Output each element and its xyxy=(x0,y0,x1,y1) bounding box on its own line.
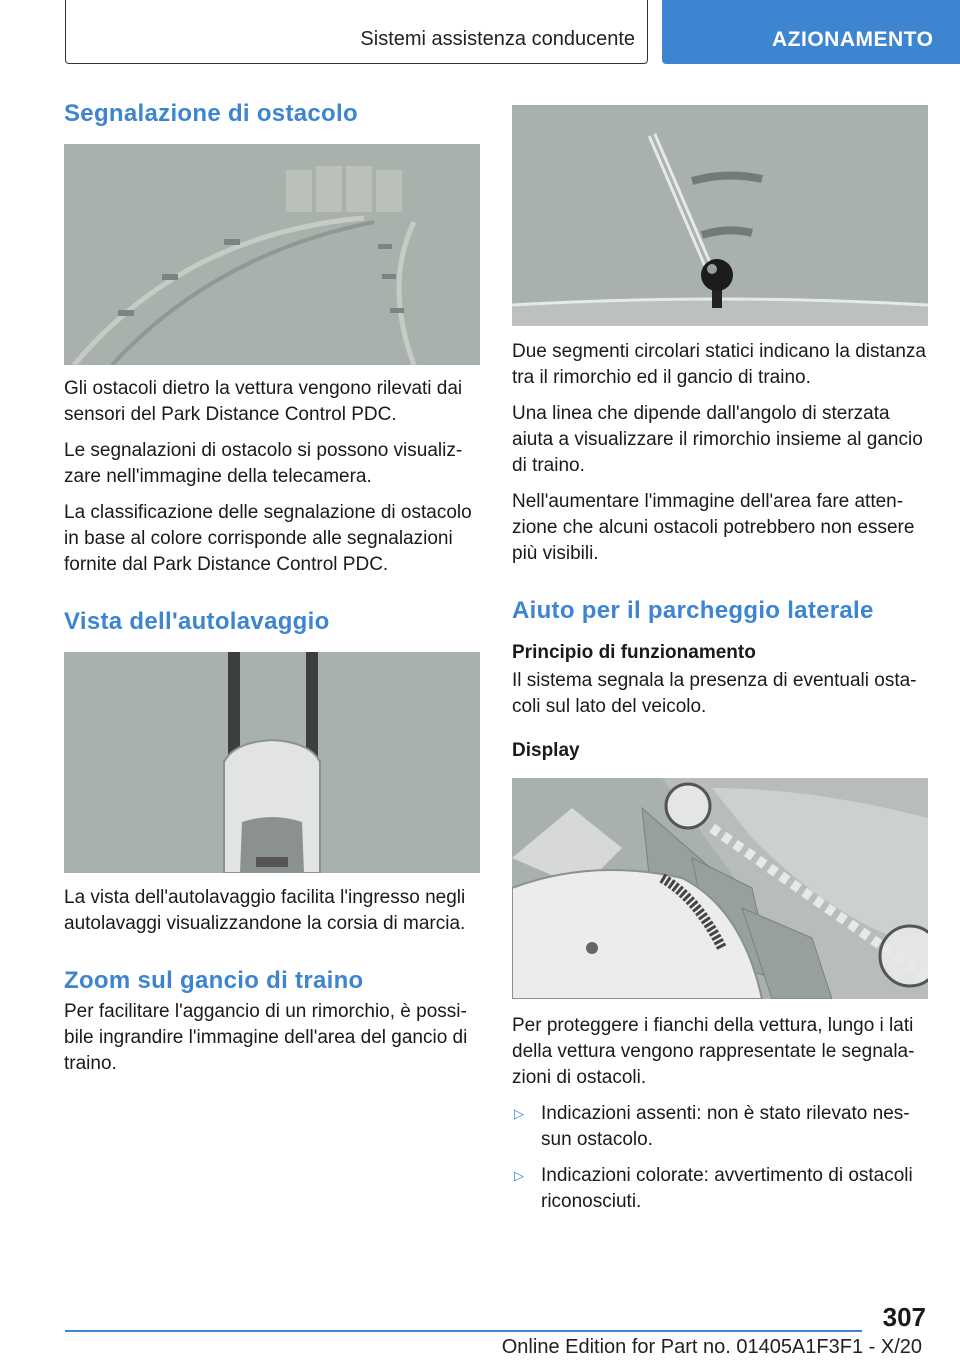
hitch-zoom-figure xyxy=(512,105,928,326)
triangle-bullet-icon: ▷ xyxy=(514,1168,524,1183)
zoom-paragraph: Per facilitare l'aggancio di un rimorchio, è possi-bile ingrandire l'immagine dell'area del gancio di traino. xyxy=(64,1001,468,1074)
header-section-tab xyxy=(65,0,648,64)
subheading-display: Display xyxy=(512,740,580,761)
list-item: ▷ Indicazioni assenti: non è stato rilevato nes-sun ostacolo. xyxy=(514,1103,910,1150)
footer-divider xyxy=(65,1330,862,1332)
section-title-carwash: Vista dell'autolavaggio xyxy=(64,608,330,635)
carwash-view-figure xyxy=(64,652,480,873)
hitch-paragraph-2: Una linea che dipende dall'angolo di sterzata aiuta a visualizzare il rimorchio insieme al gancio di traino. xyxy=(512,403,923,476)
subheading-principle: Principio di funzionamento xyxy=(512,642,756,663)
section-title-side-parking: Aiuto per il parcheggio laterale xyxy=(512,597,874,624)
header-chapter-tab xyxy=(662,0,960,64)
side-paragraph-1: Il sistema segnala la presenza di eventuali osta-coli sul lato del veicolo. xyxy=(512,670,917,717)
header-chapter-title: AZIONAMENTO xyxy=(772,28,934,51)
side-paragraph-2: Per proteggere i fianchi della vettura, lungo i lati della vettura vengono rappresentate le segnala-zioni di ostacoli. xyxy=(512,1015,915,1088)
obstacle-paragraph-2: Le segnalazioni di ostacolo si possono visualiz-zare nell'immagine della telecamera. xyxy=(64,440,463,487)
page-number: 307 xyxy=(882,1302,926,1332)
header-section-title: Sistemi assistenza conducente xyxy=(360,28,635,50)
section-title-zoom: Zoom sul gancio di traino xyxy=(64,967,364,994)
hitch-paragraph-3: Nell'aumentare l'immagine dell'area fare atten-zione che alcuni ostacoli potrebbero non essere più visibili. xyxy=(512,491,915,564)
section-title-obstacle: Segnalazione di ostacolo xyxy=(64,100,358,127)
side-parking-display-figure xyxy=(512,778,928,999)
obstacle-paragraph-3: La classificazione delle segnalazione di ostacolo in base al colore corrisponde alle segnalazioni fornite dal Park Distance Control PDC. xyxy=(64,502,472,575)
right-column xyxy=(512,105,928,1215)
hitch-paragraph-1: Due segmenti circolari statici indicano la distanza tra il rimorchio ed il gancio di traino. xyxy=(512,341,926,388)
footer-edition: Online Edition for Part no. 01405A1F3F1 - X/20 xyxy=(501,1336,922,1358)
triangle-bullet-icon: ▷ xyxy=(514,1106,524,1121)
obstacle-paragraph-1: Gli ostacoli dietro la vettura vengono rilevati dai sensori del Park Distance Control PDC. xyxy=(64,378,463,425)
list-item: ▷ Indicazioni colorate: avvertimento di ostacoli riconosciuti. xyxy=(514,1165,913,1212)
indicator-list xyxy=(512,1101,928,1215)
left-column xyxy=(64,100,480,1077)
obstacle-camera-figure xyxy=(64,144,480,365)
carwash-paragraph: La vista dell'autolavaggio facilita l'ingresso negli autolavaggi visualizzandone la corsia di marcia. xyxy=(64,887,466,934)
